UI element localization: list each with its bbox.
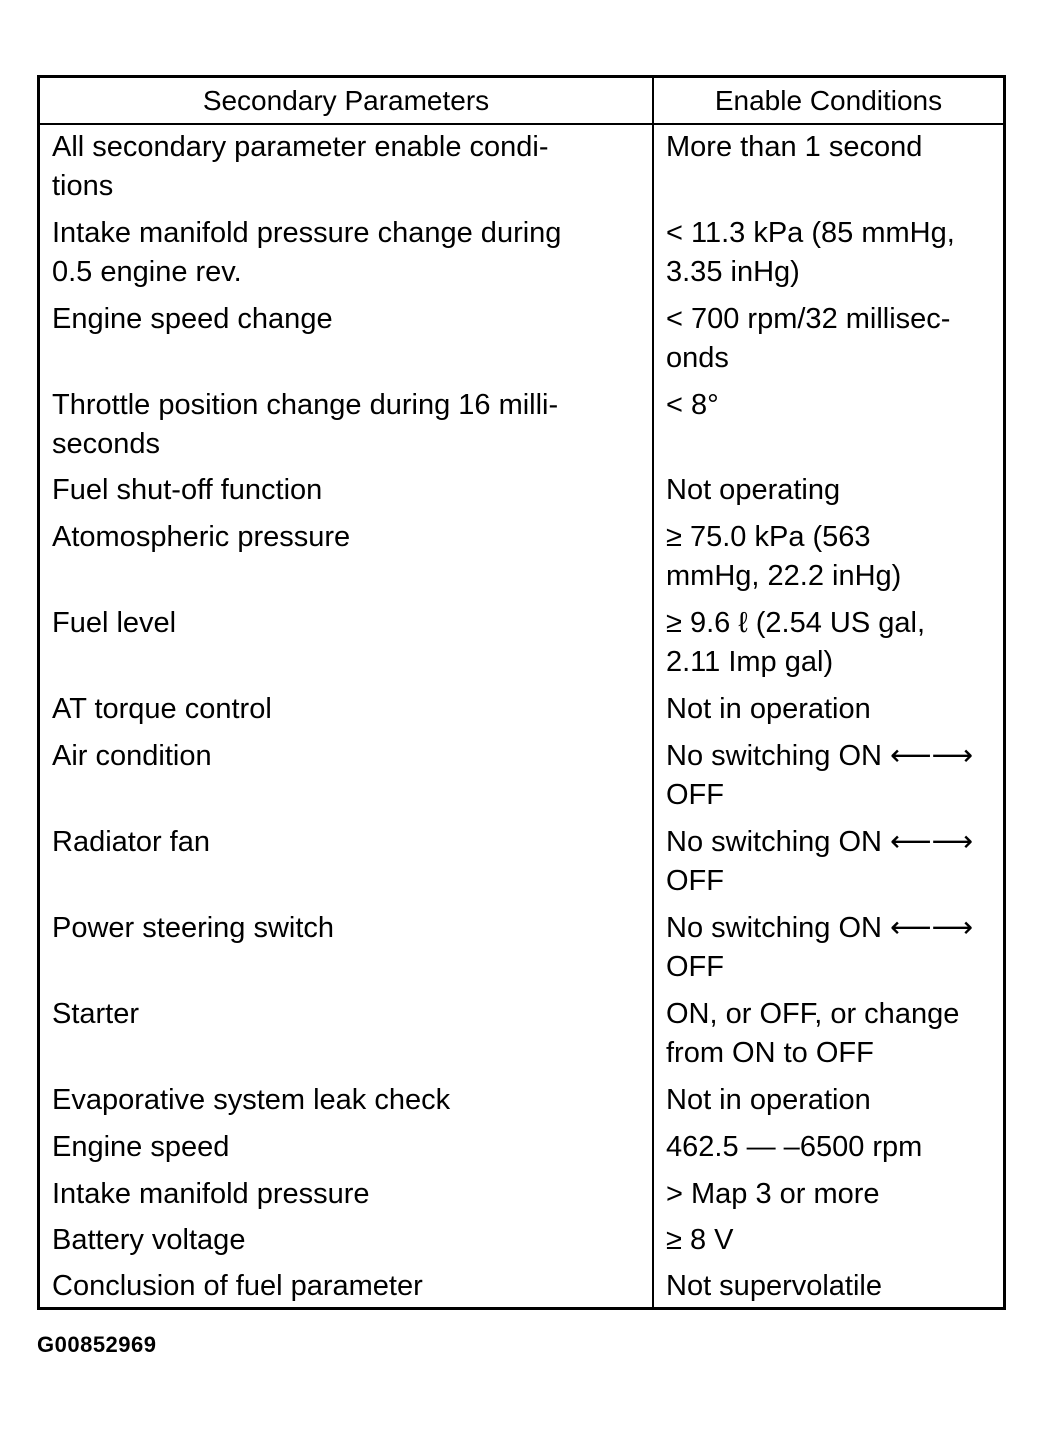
parameter-cell: Engine speed change xyxy=(52,303,333,335)
condition-cell: Not in operation xyxy=(666,1084,871,1116)
header-secondary-parameters: Secondary Parameters xyxy=(202,85,490,116)
condition-cell: ≥ 75.0 kPa (563 mmHg, 22.2 inHg) xyxy=(666,521,902,592)
figure-id: G00852969 xyxy=(37,1332,157,1357)
condition-cell: No switching ON ⟵⟶ OFF xyxy=(666,912,974,983)
parameter-cell: Throttle position change during 16 milli- seconds xyxy=(52,389,559,460)
parameter-cell: Engine speed xyxy=(52,1131,230,1163)
condition-cell: Not operating xyxy=(666,474,841,506)
parameter-cell: Fuel level xyxy=(52,607,177,639)
condition-cell: Not in operation xyxy=(666,693,871,725)
parameter-cell: Power steering switch xyxy=(52,912,335,944)
condition-cell: Not supervolatile xyxy=(666,1270,882,1302)
parameter-cell: Air condition xyxy=(52,740,212,772)
parameter-cell: All secondary parameter enable condi- tions xyxy=(52,131,549,202)
condition-cell: No switching ON ⟵⟶ OFF xyxy=(666,826,974,897)
condition-cell: < 700 rpm/32 millisec- onds xyxy=(666,303,951,374)
condition-cell: ≥ 9.6 ℓ (2.54 US gal, 2.11 Imp gal) xyxy=(666,607,926,678)
header-enable-conditions: Enable Conditions xyxy=(714,85,943,116)
parameters-table xyxy=(37,75,1006,1310)
parameter-cell: Fuel shut-off function xyxy=(52,474,323,506)
parameter-cell: AT torque control xyxy=(52,693,272,725)
parameter-cell: Starter xyxy=(52,998,140,1030)
parameter-cell: Atomospheric pressure xyxy=(52,521,351,553)
parameter-cell: Conclusion of fuel parameter xyxy=(52,1270,423,1302)
parameter-cell: Battery voltage xyxy=(52,1224,246,1256)
condition-cell: < 11.3 kPa (85 mmHg, 3.35 inHg) xyxy=(666,217,955,288)
condition-cell: No switching ON ⟵⟶ OFF xyxy=(666,740,974,811)
condition-cell: 462.5 — –6500 rpm xyxy=(666,1131,923,1163)
parameter-cell: Intake manifold pressure xyxy=(52,1178,370,1210)
parameter-cell: Intake manifold pressure change during 0.5 engine rev. xyxy=(52,217,562,288)
condition-cell: > Map 3 or more xyxy=(666,1178,880,1210)
header-divider xyxy=(40,123,1003,125)
condition-cell: ≥ 8 V xyxy=(666,1224,734,1256)
parameter-cell: Radiator fan xyxy=(52,826,210,858)
condition-cell: More than 1 second xyxy=(666,131,923,163)
condition-cell: ON, or OFF, or change from ON to OFF xyxy=(666,998,960,1069)
condition-cell: < 8° xyxy=(666,389,719,421)
parameter-cell: Evaporative system leak check xyxy=(52,1084,451,1116)
column-divider xyxy=(652,78,654,1307)
